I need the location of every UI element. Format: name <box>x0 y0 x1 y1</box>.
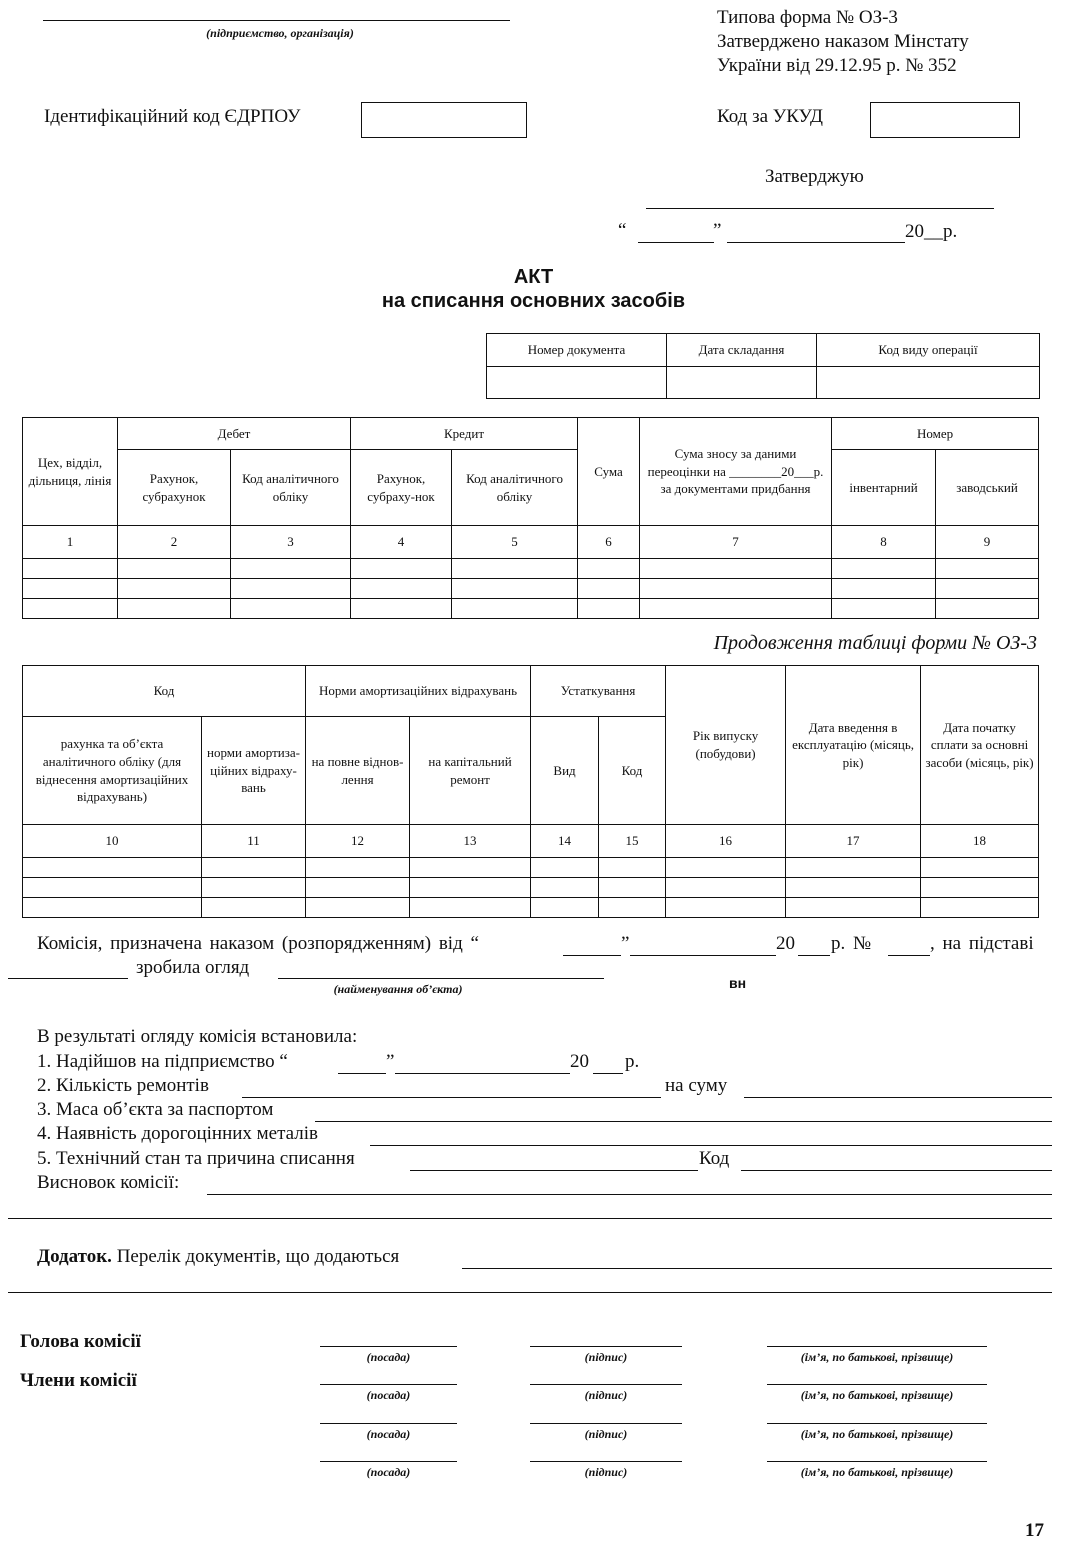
enterprise-line[interactable] <box>43 20 510 21</box>
received-label: 1. Надійшов на підприємство “ <box>37 1051 288 1072</box>
repairs-sum-line[interactable] <box>744 1097 1052 1098</box>
doc-date-header: Дата складання <box>667 334 817 367</box>
column-number: 18 <box>921 825 1039 858</box>
mass-line[interactable] <box>315 1121 1052 1122</box>
received-quote: ” <box>386 1051 395 1072</box>
position-caption: (посада) <box>366 1388 411 1402</box>
approve-label: Затверджую <box>765 166 864 187</box>
debit-header: Дебет <box>118 418 351 450</box>
form-line-2: Затверджено наказом Мінстату <box>717 31 969 52</box>
page-number: 17 <box>1025 1520 1044 1541</box>
approve-year: 20__р. <box>905 221 958 242</box>
norms-header: Норми амортизаційних відрахувань <box>306 666 531 717</box>
signature-line[interactable] <box>530 1384 682 1385</box>
metals-line[interactable] <box>370 1145 1052 1146</box>
column-number: 14 <box>531 825 599 858</box>
column-number: 17 <box>786 825 921 858</box>
order-day-line[interactable] <box>563 955 621 956</box>
position-caption: (посада) <box>366 1427 411 1441</box>
edrpou-label: Ідентифікаційний код ЄДРПОУ <box>44 106 301 127</box>
object-caption: (найменування об’єкта) <box>333 982 463 996</box>
doc-number-header: Номер документа <box>487 334 667 367</box>
commission-date-header: Дата введення в експлуатацію (місяць, рік) <box>786 666 921 825</box>
form-line-1: Типова форма № ОЗ-3 <box>717 7 898 28</box>
column-number-row <box>23 825 1039 858</box>
sum-header: Сума <box>578 418 640 526</box>
received-year-line[interactable] <box>593 1073 623 1074</box>
column-number: 3 <box>231 526 351 559</box>
column-number: 7 <box>640 526 832 559</box>
number-header: Номер <box>832 418 1039 450</box>
year-header: Рік випуску (побудови) <box>666 666 786 825</box>
ukud-label: Код за УКУД <box>717 106 824 127</box>
credit-header: Кредит <box>351 418 578 450</box>
position-caption: (посада) <box>366 1465 411 1479</box>
appendix-label <box>37 1246 399 1268</box>
column-number: 15 <box>599 825 666 858</box>
signature-line[interactable] <box>767 1461 987 1462</box>
column-number: 9 <box>936 526 1039 559</box>
head-label: Голова комісії <box>20 1331 141 1352</box>
received-month-line[interactable] <box>395 1073 570 1074</box>
condition-code-line[interactable] <box>741 1170 1052 1171</box>
results-intro: В результаті огляду комісія встановила: <box>37 1026 358 1047</box>
conclusion-label: Висновок комісії: <box>37 1172 180 1193</box>
conclusion-line-2[interactable] <box>8 1218 1052 1219</box>
table-row[interactable] <box>23 858 1039 878</box>
signature-line[interactable] <box>767 1384 987 1385</box>
commission-text-b: ” <box>621 933 630 954</box>
signature-line[interactable] <box>320 1346 457 1347</box>
continuation-label: Продовження таблиці форми № ОЗ-3 <box>713 632 1037 654</box>
table-row[interactable] <box>23 579 1039 599</box>
wear-header: Сума зносу за даними переоцінки на ________20___р. за документами придбання <box>640 418 832 526</box>
full-renewal-header: на повне віднов-лення <box>306 717 410 825</box>
signature-line[interactable] <box>767 1423 987 1424</box>
condition-line[interactable] <box>410 1170 698 1171</box>
signature-line[interactable] <box>530 1461 682 1462</box>
repairs-line[interactable] <box>242 1097 661 1098</box>
credit-code-header: Код аналітичного обліку <box>452 450 578 526</box>
ukud-field[interactable] <box>870 102 1020 138</box>
name-caption: (ім’я, по батькові, прізвище) <box>800 1350 954 1364</box>
approve-date-close-quote: ” <box>713 220 722 241</box>
doc-number-cell[interactable] <box>487 367 667 399</box>
credit-account-header: Рахунок, субраху-нок <box>351 450 452 526</box>
capital-repair-header: на капітальний ремонт <box>410 717 531 825</box>
column-number: 12 <box>306 825 410 858</box>
dept-header: Цех, відділ, дільниця, лінія <box>23 418 118 526</box>
name-caption: (ім’я, по батькові, прізвище) <box>800 1388 954 1402</box>
metals-label: 4. Наявність дорогоцінних металів <box>37 1123 318 1144</box>
debit-code-header: Код аналітичного обліку <box>231 450 351 526</box>
table-row[interactable] <box>23 898 1039 918</box>
inventory-header: інвентарний <box>832 450 936 526</box>
name-caption: (ім’я, по батькові, прізвище) <box>800 1465 954 1479</box>
appendix-line[interactable] <box>462 1268 1052 1269</box>
signature-line[interactable] <box>530 1346 682 1347</box>
column-number-row <box>23 526 1039 559</box>
commission-text-c: 20 <box>776 933 795 954</box>
norm-code-header: норми амортиза-ційних відраху-вань <box>202 717 306 825</box>
signature-caption: (підпис) <box>584 1427 628 1441</box>
kind-header: Вид <box>531 717 599 825</box>
signature-line[interactable] <box>320 1384 457 1385</box>
received-year-suffix: р. <box>625 1051 640 1072</box>
repairs-sum-label: на суму <box>665 1075 728 1096</box>
commission-text-e: , на підставі <box>930 933 1034 954</box>
members-label: Члени комісії <box>20 1370 137 1391</box>
mass-label: 3. Маса об’єкта за паспортом <box>37 1099 274 1120</box>
appendix-bold: Додаток. <box>37 1246 112 1267</box>
order-year-line[interactable] <box>798 955 830 956</box>
appendix-line-2[interactable] <box>8 1292 1052 1293</box>
received-day-line[interactable] <box>338 1073 386 1074</box>
factory-header: заводський <box>936 450 1039 526</box>
approve-date-open-quote: “ <box>618 220 627 241</box>
condition-code-label: Код <box>699 1148 730 1169</box>
form-line-3: України від 29.12.95 р. № 352 <box>717 55 957 76</box>
inspection-label: зробила огляд <box>136 957 250 978</box>
signature-line[interactable] <box>530 1423 682 1424</box>
operation-code-header: Код виду операції <box>817 334 1040 367</box>
stray-mark: вн <box>729 975 747 991</box>
column-number: 8 <box>832 526 936 559</box>
order-month-line[interactable] <box>630 955 776 956</box>
appendix-text: Перелік документів, що додаються <box>116 1246 400 1267</box>
payment-date-header: Дата початку сплати за основні засоби (місяць, рік) <box>921 666 1039 825</box>
basis-line[interactable] <box>8 978 128 979</box>
column-number: 11 <box>202 825 306 858</box>
debit-account-header: Рахунок, субрахунок <box>118 450 231 526</box>
main-table <box>22 417 1039 619</box>
column-number: 16 <box>666 825 786 858</box>
operation-code-cell[interactable] <box>817 367 1040 399</box>
column-number: 5 <box>452 526 578 559</box>
conclusion-line[interactable] <box>207 1194 1052 1195</box>
condition-label: 5. Технічний стан та причина списання <box>37 1148 355 1169</box>
approve-month-line[interactable] <box>727 242 905 243</box>
column-number: 1 <box>23 526 118 559</box>
signature-caption: (підпис) <box>584 1388 628 1402</box>
equip-code-header: Код <box>599 717 666 825</box>
column-number: 6 <box>578 526 640 559</box>
signature-line[interactable] <box>320 1423 457 1424</box>
object-name-line[interactable] <box>278 978 604 979</box>
account-code-header: рахунка та об’єкта аналітичного обліку (для віднесення амортизаційних відрахувань) <box>23 717 202 825</box>
signature-line[interactable] <box>320 1461 457 1462</box>
repairs-label: 2. Кількість ремонтів <box>37 1075 209 1096</box>
form-info <box>717 6 969 78</box>
equipment-header: Устаткування <box>531 666 666 717</box>
approver-line[interactable] <box>646 208 994 209</box>
act-title: АКТ <box>513 266 554 288</box>
code-header: Код <box>23 666 306 717</box>
order-number-line[interactable] <box>888 955 930 956</box>
continuation-table <box>22 665 1039 918</box>
column-number: 2 <box>118 526 231 559</box>
column-number: 13 <box>410 825 531 858</box>
enterprise-caption: (підприємство, організація) <box>206 26 354 40</box>
commission-text-d: р. № <box>831 933 872 954</box>
position-caption: (посада) <box>366 1350 411 1364</box>
table-row[interactable] <box>23 878 1039 898</box>
received-year: 20 <box>570 1051 589 1072</box>
table-row[interactable] <box>23 559 1039 579</box>
commission-text-a: Комісія, призначена наказом (розпорядженням) від “ <box>37 933 479 954</box>
table-row[interactable] <box>23 599 1039 619</box>
column-number: 4 <box>351 526 452 559</box>
edrpou-field[interactable] <box>361 102 527 138</box>
signature-caption: (підпис) <box>584 1465 628 1479</box>
document-table <box>486 333 1040 399</box>
signature-line[interactable] <box>767 1346 987 1347</box>
doc-date-cell[interactable] <box>667 367 817 399</box>
name-caption: (ім’я, по батькові, прізвище) <box>800 1427 954 1441</box>
act-subtitle: на списання основних засобів <box>381 290 686 312</box>
column-number: 10 <box>23 825 202 858</box>
signature-caption: (підпис) <box>584 1350 628 1364</box>
approve-day-line[interactable] <box>638 242 714 243</box>
